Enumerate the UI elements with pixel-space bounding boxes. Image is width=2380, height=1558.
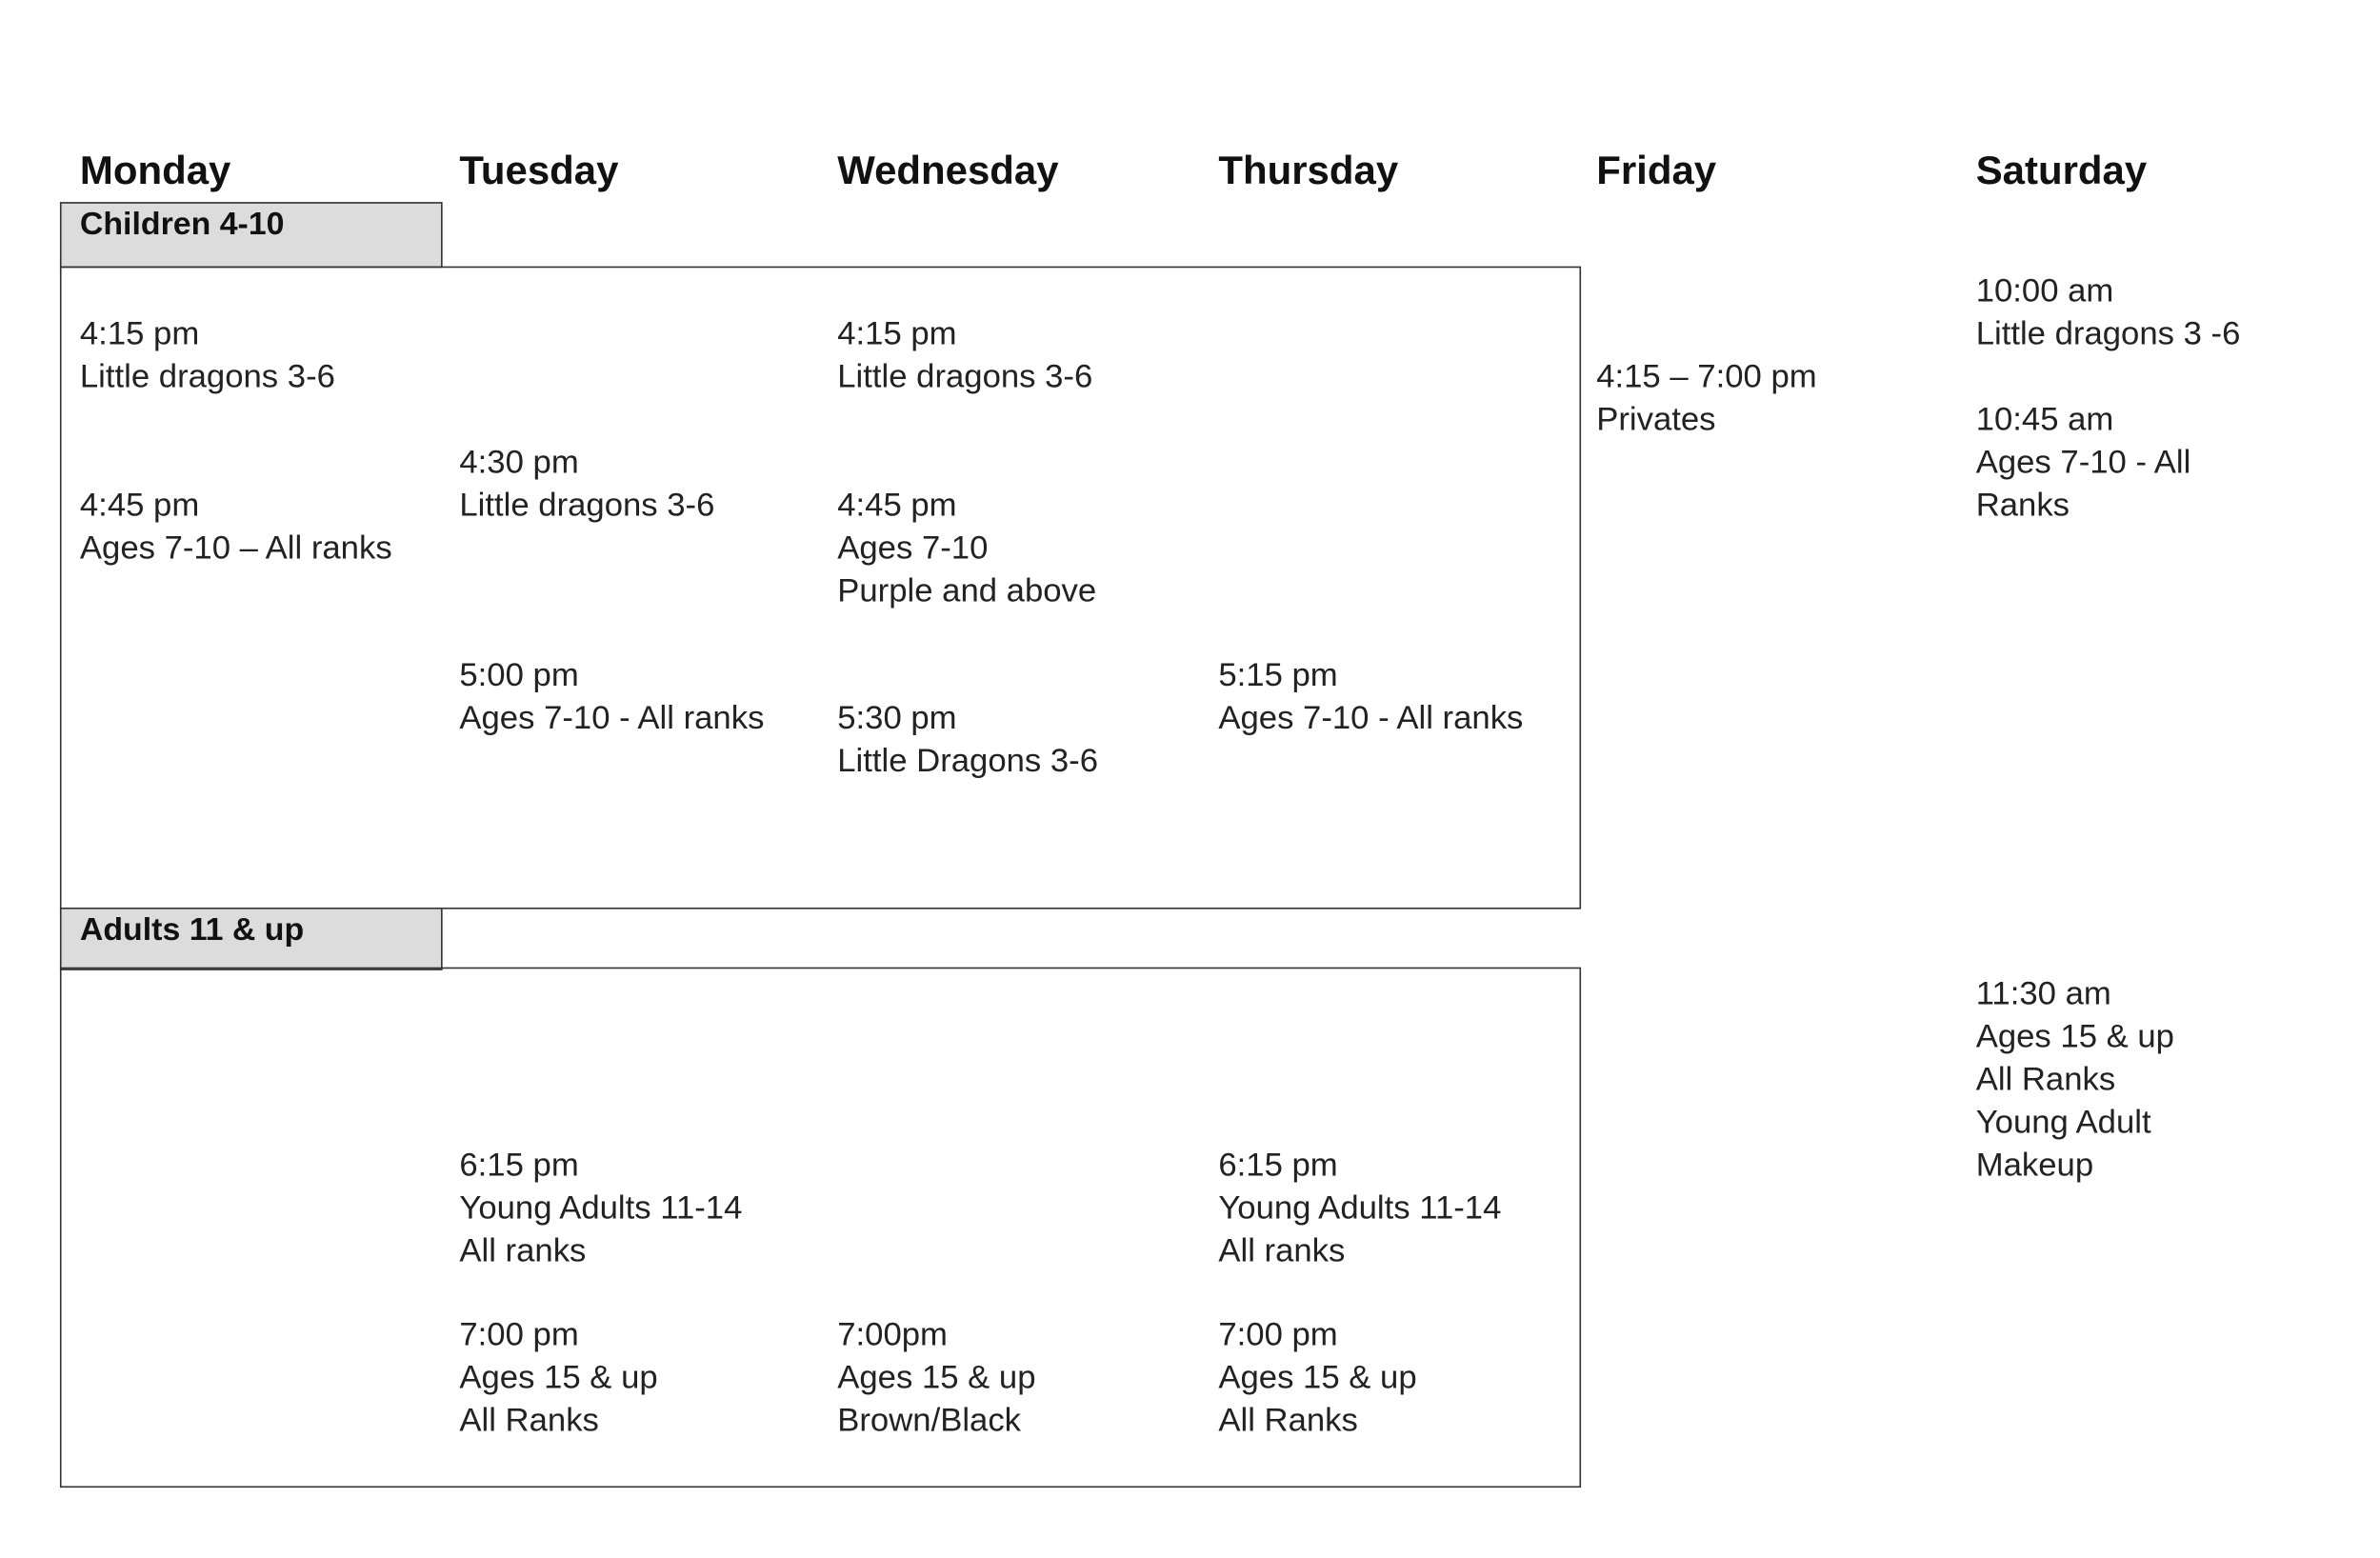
day-saturday: Saturday bbox=[1975, 147, 2148, 193]
class-entry: 6:15 pm Young Adults 11-14 All ranks bbox=[459, 1146, 743, 1269]
class-entry: 6:15 pm Young Adults 11-14 All ranks bbox=[1218, 1146, 1502, 1269]
class-entry: 7:00 pm Ages 15 & up All Ranks bbox=[459, 1316, 658, 1439]
class-entry: 7:00 pm Ages 15 & up All Ranks bbox=[1218, 1316, 1417, 1439]
class-entry: 4:30 pm Little dragons 3-6 bbox=[459, 444, 715, 524]
section-label-children: Children 4-10 bbox=[60, 202, 443, 268]
class-entry: 4:15 pm Little dragons 3-6 bbox=[79, 315, 335, 395]
class-entry: 5:30 pm Little Dragons 3-6 bbox=[837, 699, 1099, 780]
class-entry: 10:00 am Little dragons 3 -6 bbox=[1975, 272, 2241, 352]
day-wednesday: Wednesday bbox=[837, 147, 1059, 193]
class-entry: 11:30 am Ages 15 & up All Ranks Young Adult Makeup bbox=[1975, 974, 2174, 1184]
day-monday: Monday bbox=[79, 147, 231, 193]
day-thursday: Thursday bbox=[1218, 147, 1399, 193]
section-label-adults: Adults 11 & up bbox=[60, 908, 443, 970]
class-entry: 4:15 – 7:00 pm Privates bbox=[1596, 358, 1817, 438]
class-entry: 7:00pm Ages 15 & up Brown/Black bbox=[837, 1316, 1036, 1439]
class-entry: 4:15 pm Little dragons 3-6 bbox=[837, 315, 1093, 395]
class-entry: 4:45 pm Ages 7-10 – All ranks bbox=[79, 487, 392, 567]
class-entry: 4:45 pm Ages 7-10 Purple and above bbox=[837, 487, 1097, 609]
day-tuesday: Tuesday bbox=[459, 147, 619, 193]
day-friday: Friday bbox=[1596, 147, 1717, 193]
class-entry: 5:15 pm Ages 7-10 - All ranks bbox=[1218, 656, 1524, 737]
class-entry: 5:00 pm Ages 7-10 - All ranks bbox=[459, 656, 765, 737]
class-entry: 10:45 am Ages 7-10 - All Ranks bbox=[1975, 401, 2191, 524]
